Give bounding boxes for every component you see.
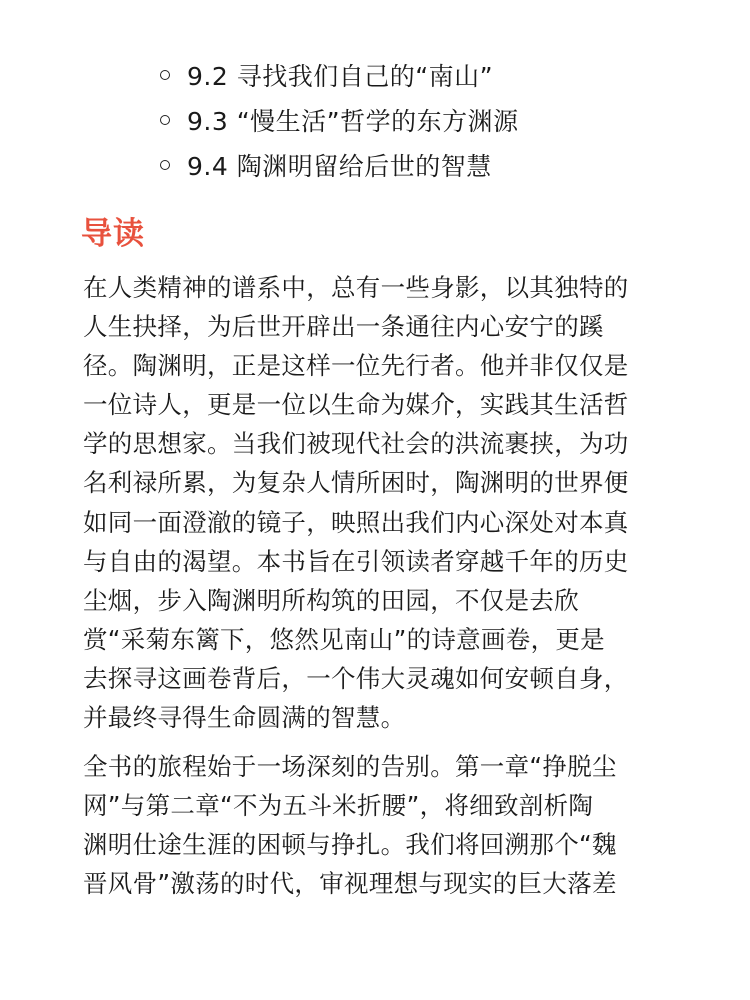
paragraph <box>83 747 683 903</box>
toc-item[interactable] <box>160 142 519 187</box>
text-line: 与自由的渴望。本书旨在引领读者穿越千年的历史 <box>83 546 629 576</box>
toc-item-label: 9.2 寻找我们自己的“南山” <box>187 61 494 91</box>
text-line: 晋风骨”激荡的时代，审视理想与现实的巨大落差 <box>83 869 617 899</box>
circle-bullet-icon <box>160 115 170 125</box>
circle-bullet-icon <box>160 70 170 80</box>
toc-item[interactable] <box>160 97 519 142</box>
text-line: 赏“采菊东篱下，悠然见南山”的诗意画卷，更是 <box>83 624 605 654</box>
text-line: 并最终寻得生命圆满的智慧。 <box>83 703 406 733</box>
text-line: 一位诗人，更是一位以生命为媒介，实践其生活哲 <box>83 390 629 420</box>
text-line: 径。陶渊明，正是这样一位先行者。他并非仅仅是 <box>83 351 629 381</box>
text-line: 渊明仕途生涯的困顿与挣扎。我们将回溯那个“魏 <box>83 830 617 860</box>
text-line: 去探寻这画卷背后，一个伟大灵魂如何安顿自身， <box>83 663 629 693</box>
toc-list <box>160 52 519 187</box>
text-line: 名利禄所累，为复杂人情所困时，陶渊明的世界便 <box>83 468 629 498</box>
text-line: 全书的旅程始于一场深刻的告别。第一章“挣脱尘 <box>83 752 617 782</box>
text-line: 在人类精神的谱系中，总有一些身影，以其独特的 <box>83 273 629 302</box>
text-line: 尘烟，步入陶渊明所构筑的田园，不仅是去欣 <box>83 585 579 615</box>
paragraph <box>83 268 683 737</box>
toc-item[interactable] <box>160 52 519 97</box>
text-line: 人生抉择，为后世开辟出一条通往内心安宁的蹊 <box>83 312 604 342</box>
section-heading: 导读 <box>81 216 145 252</box>
text-line: 网”与第二章“不为五斗米折腰”，将细致剖析陶 <box>83 791 594 821</box>
text-line: 学的思想家。当我们被现代社会的洪流裹挟，为功 <box>83 429 629 459</box>
toc-item-label: 9.4 陶渊明留给后世的智慧 <box>187 151 492 181</box>
body-text <box>83 268 683 914</box>
toc-item-label: 9.3 “慢生活”哲学的东方渊源 <box>187 106 519 136</box>
text-line: 如同一面澄澈的镜子，映照出我们内心深处对本真 <box>83 507 629 537</box>
circle-bullet-icon <box>160 160 170 170</box>
